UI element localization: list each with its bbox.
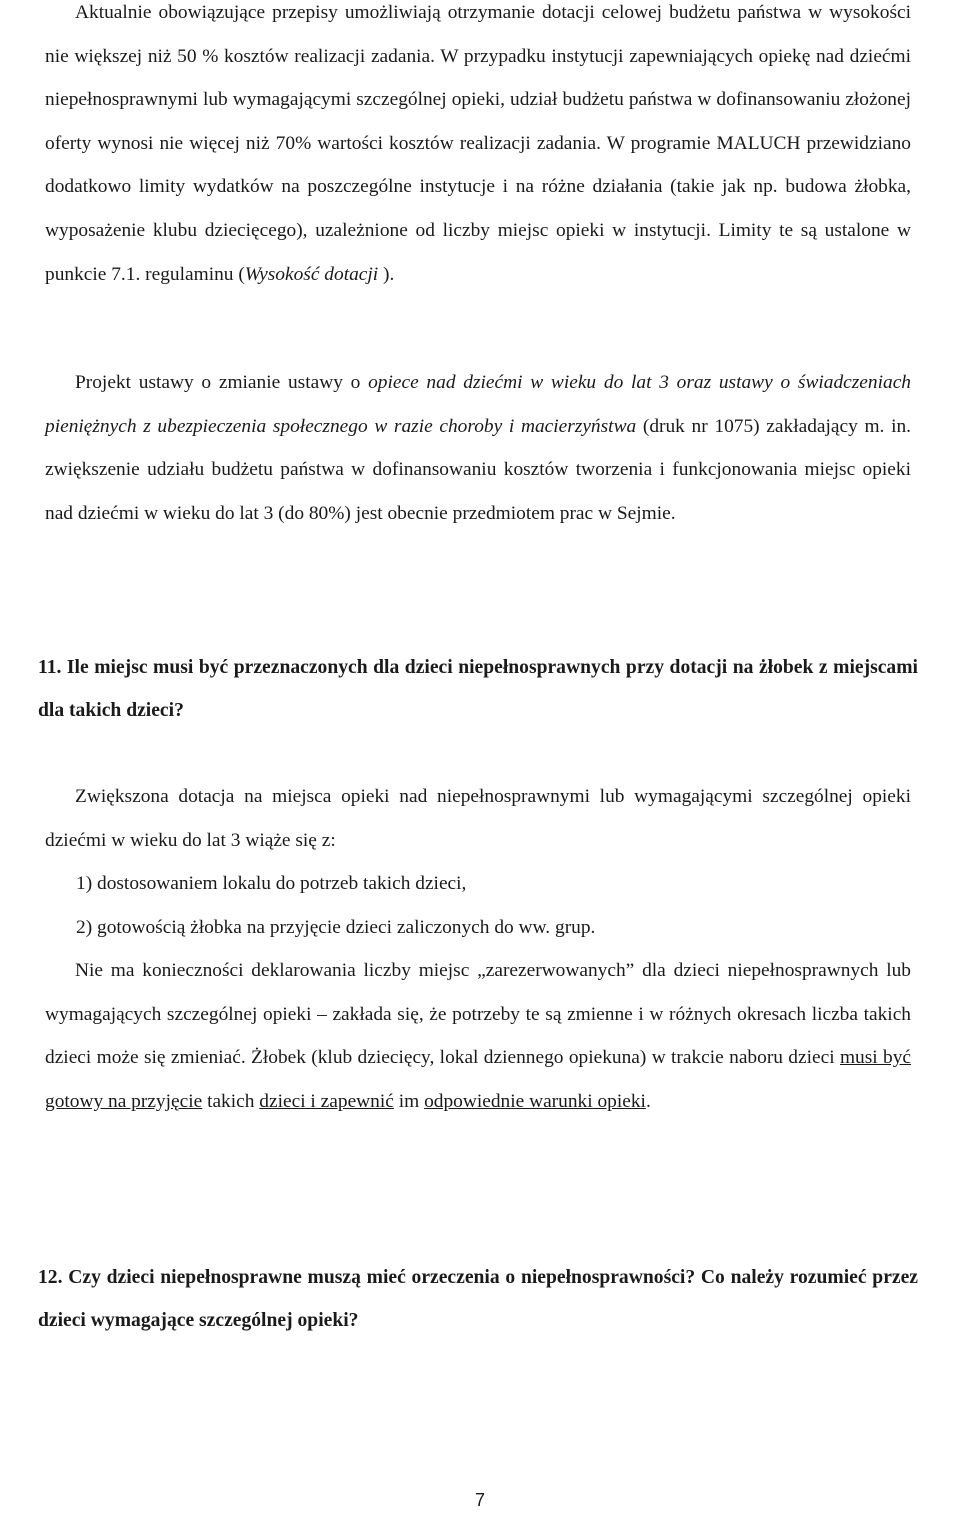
paragraph-text: Zwiększona dotacja na miejsca opieki nad niepełnosprawnymi lub wymagającymi szczególnej opieki dziećmi w wieku do lat 3 wiąże się z: bbox=[45, 786, 911, 851]
paragraph-rest: (druk nr 1075) zakładający m. in. zwiększenie udziału budżetu państwa w dofinansowaniu kosztów tworzenia i funkcjonowania miejsc opieki nad dziećmi w wieku do lat 3 (do 80%) jest obecnie przedmiotem prac w Sejmie. bbox=[45, 415, 912, 524]
italic-act-title: opiece nad dziećmi w wieku do lat 3 oraz ustawy o świadczeniach pieniężnych z ubezpieczenia społecznego w razie choroby i macierzyństwa bbox=[45, 372, 911, 437]
list-item-1: 1) dostosowaniem lokalu do potrzeb takich dzieci, bbox=[76, 873, 467, 894]
paragraph-lead: Projekt ustawy o zmianie ustawy o bbox=[75, 372, 369, 393]
paragraph-mid-2: im bbox=[393, 1090, 425, 1112]
underlined-phrase-1: musi być gotowy na przyjęcie bbox=[45, 1047, 912, 1112]
paragraph-mid-1: takich bbox=[202, 1090, 260, 1112]
paragraph-projekt-ustawy bbox=[45, 361, 911, 535]
paragraph-text: Aktualnie obowiązujące przepisy umożliwiają otrzymanie dotacji celowej budżetu państwa w wysokości nie większej niż 50 % kosztów realizacji zadania. W przypadku instytucji zapewniających opiekę nad dziećmi niepełnosprawnymi lub wymagającymi szczególnej opieki, udział budżetu państwa w dofinansowaniu złożonej oferty wynosi nie więcej niż 70% wartości kosztów realizacji zadania. W programie MALUCH przewidziano dodatkowo limity wydatków na poszczególne instytucje i na różne działania (takie jak np. budowa żłobka, wyposażenie klubu dziecięcego), uzależnione od liczby miejsc opieki w instytucji. Limity te są ustalone w punkcie 7.1. regulaminu ( bbox=[45, 2, 911, 285]
paragraph-end: ). bbox=[378, 263, 395, 285]
paragraph-nie-ma-koniecznosci bbox=[45, 949, 911, 1123]
question-12: 12. Czy dzieci niepełnosprawne muszą mieć orzeczenia o niepełnosprawności? Co należy rozumieć przez dzieci wymagające szczególnej opieki? bbox=[38, 1267, 918, 1331]
italic-reference: Wysokość dotacji bbox=[244, 263, 379, 285]
question-11: 11. Ile miejsc musi być przeznaczonych dla dzieci niepełnosprawnych przy dotacji na żłobek z miejscami dla takich dzieci? bbox=[38, 657, 918, 721]
page-number: 7 bbox=[474, 1490, 485, 1510]
paragraph-lead: Nie ma konieczności deklarowania liczby miejsc „zarezerwowanych” dla dzieci niepełnosprawnych lub wymagających szczególnej opieki – zakłada się, że potrzeby te są zmienne i w różnych okresach liczba takich dzieci może się zmieniać. Żłobek (klub dziecięcy, lokal dziennego opiekuna) w trakcie naboru dzieci bbox=[45, 960, 911, 1069]
paragraph-zwiekszona-dotacja bbox=[45, 775, 911, 862]
underlined-phrase-3: odpowiednie warunki opieki bbox=[424, 1090, 646, 1112]
underlined-phrase-2: dzieci i zapewnić bbox=[259, 1090, 394, 1112]
paragraph-end: . bbox=[645, 1090, 651, 1112]
paragraph-dotacje-limity bbox=[45, 0, 911, 296]
list-item-2: 2) gotowością żłobka na przyjęcie dzieci zaliczonych do ww. grup. bbox=[76, 917, 596, 938]
